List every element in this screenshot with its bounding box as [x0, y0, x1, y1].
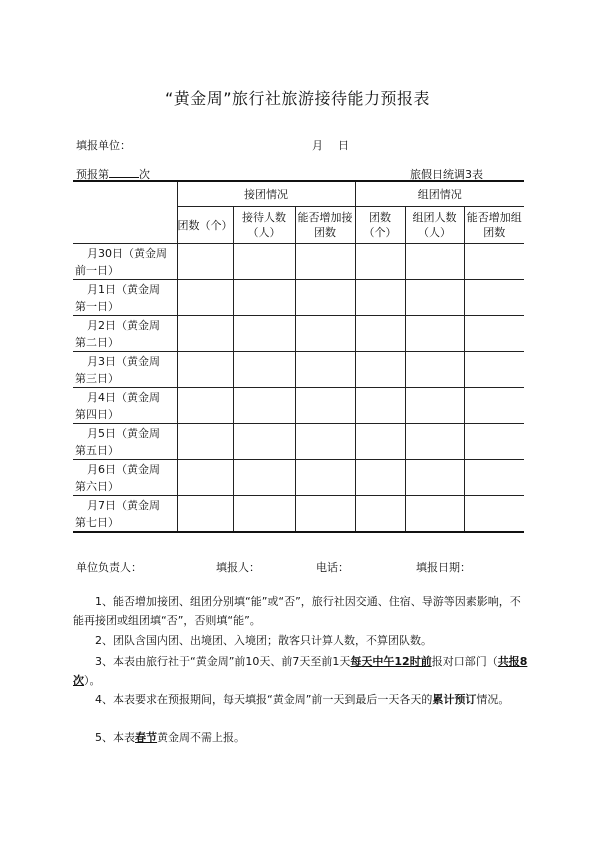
table-cell[interactable]	[405, 352, 464, 388]
table-cell[interactable]	[233, 388, 295, 424]
table-cell[interactable]	[464, 460, 524, 496]
row-label-line2: 第三日）	[75, 371, 119, 385]
col-header-organize-people: 组团人数（人）	[405, 207, 464, 244]
table-cell[interactable]	[177, 460, 233, 496]
table-row	[73, 316, 524, 352]
table-cell[interactable]	[355, 352, 405, 388]
table-cell[interactable]	[355, 424, 405, 460]
table-cell[interactable]	[405, 244, 464, 280]
row-label	[73, 316, 177, 352]
table-row	[73, 496, 524, 533]
corner-cell	[73, 181, 177, 244]
unit-label: 填报单位：	[76, 139, 131, 152]
col-header-organize-more: 能否增加组团数	[464, 207, 524, 244]
table-cell[interactable]	[295, 316, 355, 352]
note-4-part-c: 情况。	[476, 693, 510, 706]
row-label-line2: 第四日）	[75, 407, 119, 421]
table-cell[interactable]	[295, 460, 355, 496]
group-organize-header: 组团情况	[355, 181, 524, 207]
row-label-line1: 月7日（黄金周	[87, 498, 160, 512]
row-label-line2: 第一日）	[75, 299, 119, 313]
col-header-reception-groups: 团数（个）	[177, 207, 233, 244]
note-4-emphasis: 累计预订	[432, 693, 477, 706]
note-3-part-a: 3、本表由旅行社于“黄金周”前10天、前7天至前1天	[95, 655, 351, 668]
col-header-reception-people: 接待人数（人）	[233, 207, 295, 244]
table-cell[interactable]	[405, 280, 464, 316]
table-cell[interactable]	[295, 280, 355, 316]
note-1: 1、能否增加接团、组团分别填“能”或“否”，旅行社因交通、住宿、导游等因素影响，不能再接团或组团填“否”，否则填“能”。	[73, 595, 521, 627]
note-4	[73, 690, 528, 709]
table-cell[interactable]	[464, 496, 524, 533]
row-label-line1: 月1日（黄金周	[87, 282, 160, 296]
table-cell[interactable]	[464, 244, 524, 280]
table-body	[73, 244, 524, 533]
row-label-line1: 月2日（黄金周	[87, 318, 160, 332]
row-label-line2: 第五日）	[75, 443, 119, 457]
table-cell[interactable]	[405, 388, 464, 424]
table-cell[interactable]	[464, 352, 524, 388]
table-cell[interactable]	[233, 244, 295, 280]
table-cell[interactable]	[177, 352, 233, 388]
month-label: 月	[312, 139, 323, 152]
footer-phone: 电话：	[316, 561, 349, 574]
table-row	[73, 388, 524, 424]
report-prefix: 预报第	[76, 168, 109, 181]
table-cell[interactable]	[295, 424, 355, 460]
form-code: 旅假日统调3表	[410, 168, 483, 181]
table-cell[interactable]	[233, 496, 295, 533]
note-3-count: 共报8次	[73, 655, 528, 687]
table-cell[interactable]	[464, 280, 524, 316]
table-cell[interactable]	[355, 460, 405, 496]
table-cell[interactable]	[177, 388, 233, 424]
note-5	[95, 728, 550, 747]
row-label-line2: 第二日）	[75, 335, 119, 349]
row-label	[73, 388, 177, 424]
row-label-line2: 第六日）	[75, 479, 119, 493]
row-label	[73, 460, 177, 496]
table-cell[interactable]	[405, 316, 464, 352]
note-3-part-e: ）。	[84, 674, 101, 687]
table-cell[interactable]	[405, 424, 464, 460]
table-cell[interactable]	[233, 316, 295, 352]
footer-filler: 填报人：	[216, 561, 260, 574]
col-header-organize-groups: 团数（个）	[355, 207, 405, 244]
table-row	[73, 424, 524, 460]
group-reception-header: 接团情况	[177, 181, 355, 207]
row-label-line1: 月6日（黄金周	[87, 462, 160, 476]
table-cell[interactable]	[233, 352, 295, 388]
note-3-part-c: 报对口部门（	[431, 655, 498, 668]
day-label: 日	[338, 139, 349, 152]
table-cell[interactable]	[464, 388, 524, 424]
report-number-blank	[109, 167, 139, 178]
page-title: “黄金周”旅行社旅游接待能力预报表	[164, 89, 431, 108]
table-cell[interactable]	[295, 496, 355, 533]
table-row	[73, 352, 524, 388]
row-label	[73, 352, 177, 388]
table-cell[interactable]	[355, 496, 405, 533]
table-cell[interactable]	[405, 460, 464, 496]
note-5-part-c: 黄金周不需上报。	[157, 731, 245, 744]
report-suffix: 次	[139, 168, 150, 181]
row-label-line1: 月5日（黄金周	[87, 426, 160, 440]
row-label-line2: 前一日）	[75, 263, 119, 277]
row-label	[73, 424, 177, 460]
capacity-table	[73, 180, 524, 533]
row-label-line1: 月4日（黄金周	[87, 390, 160, 404]
note-3	[73, 652, 528, 690]
row-label-line1: 月30日（黄金周	[87, 246, 167, 260]
note-4-part-a: 4、本表要求在预报期间，每天填报“黄金周”前一天到最后一天各天的	[95, 693, 433, 706]
table-cell[interactable]	[177, 316, 233, 352]
footer-responsible: 单位负责人：	[76, 561, 142, 574]
table-cell[interactable]	[177, 280, 233, 316]
table-cell[interactable]	[177, 496, 233, 533]
note-2: 2、团队含国内团、出境团、入境团；散客只计算人数，不算团队数。	[95, 634, 432, 647]
note-5-emphasis: 春节	[135, 731, 157, 744]
footer-date: 填报日期：	[416, 561, 471, 574]
table-cell[interactable]	[355, 388, 405, 424]
table-cell[interactable]	[355, 244, 405, 280]
table-cell[interactable]	[464, 316, 524, 352]
table-cell[interactable]	[355, 316, 405, 352]
row-label	[73, 244, 177, 280]
table-cell[interactable]	[295, 352, 355, 388]
col-header-reception-more: 能否增加接团数	[295, 207, 355, 244]
table-cell[interactable]	[295, 244, 355, 280]
table-cell[interactable]	[233, 460, 295, 496]
row-label-line1: 月3日（黄金周	[87, 354, 160, 368]
note-3-deadline: 每天中午12时前	[350, 655, 432, 668]
row-label	[73, 280, 177, 316]
row-label-line2: 第七日）	[75, 515, 119, 529]
table-row	[73, 244, 524, 280]
note-5-part-a: 5、本表	[95, 731, 135, 744]
table-cell[interactable]	[233, 424, 295, 460]
table-cell[interactable]	[295, 388, 355, 424]
table-cell[interactable]	[177, 244, 233, 280]
table-cell[interactable]	[464, 424, 524, 460]
table-cell[interactable]	[177, 424, 233, 460]
table-row	[73, 460, 524, 496]
table-cell[interactable]	[233, 280, 295, 316]
table-cell[interactable]	[405, 496, 464, 533]
table-cell[interactable]	[355, 280, 405, 316]
table-row	[73, 280, 524, 316]
row-label	[73, 496, 177, 533]
